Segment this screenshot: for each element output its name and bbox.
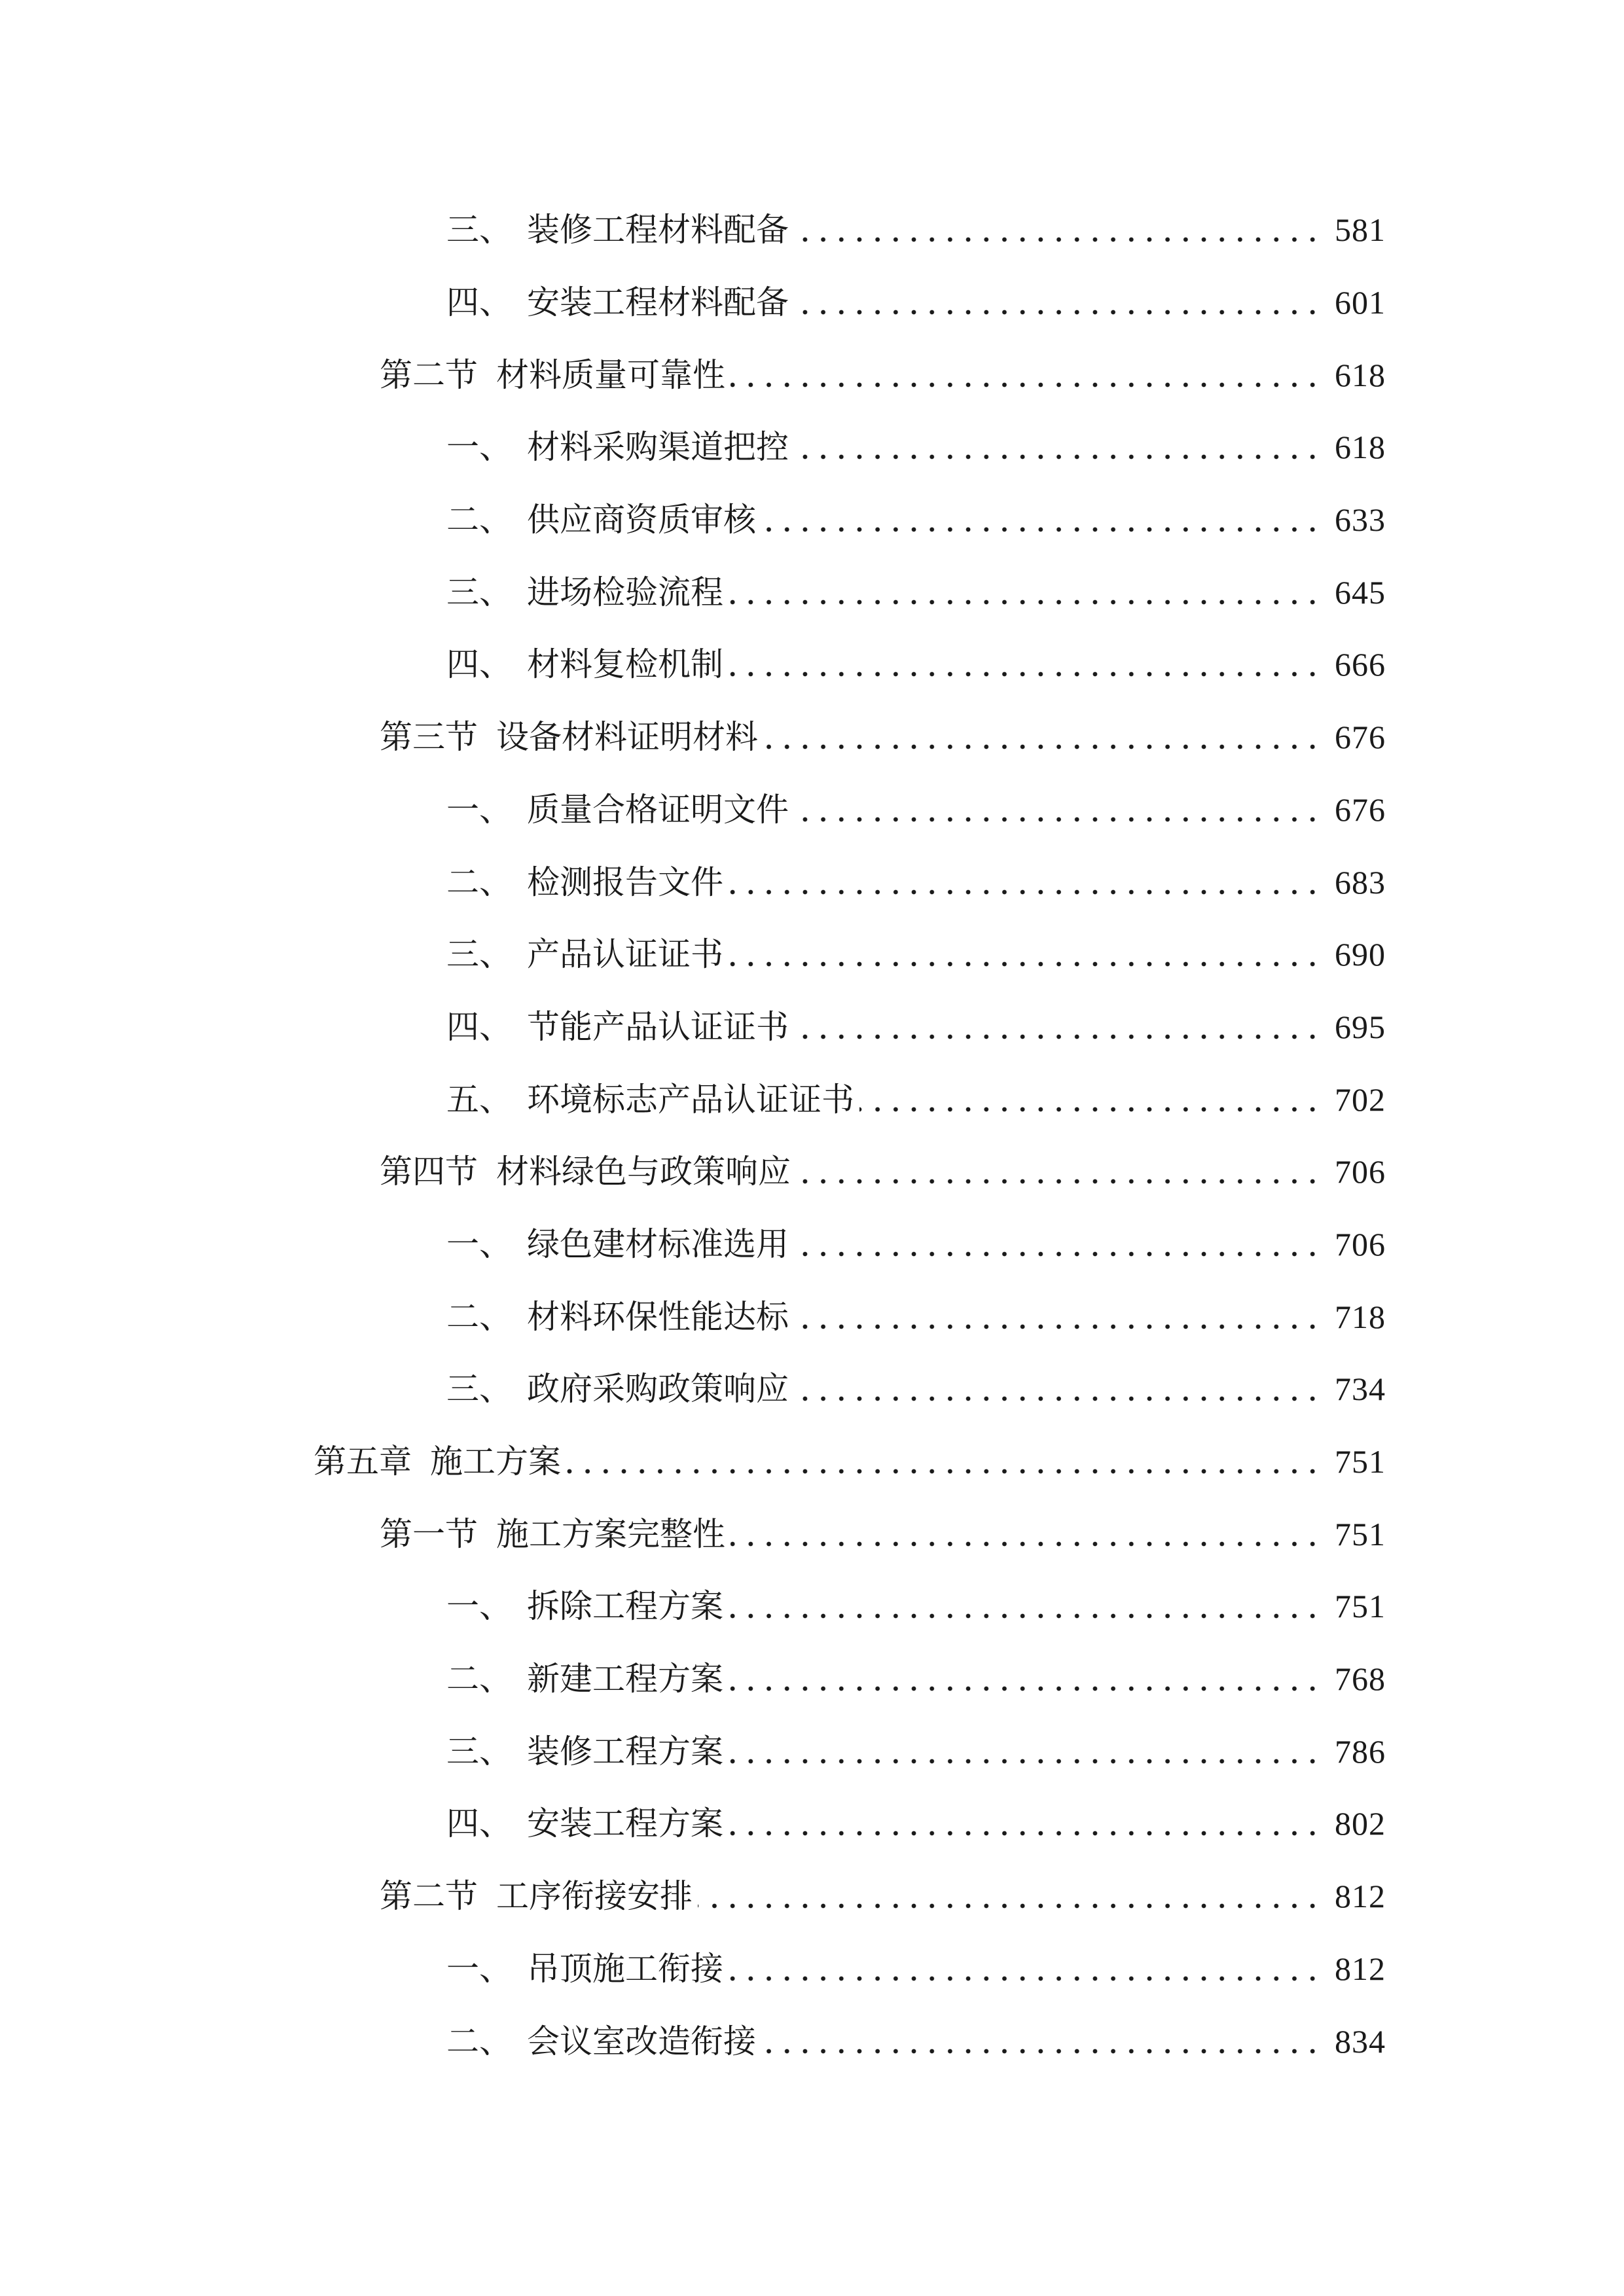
toc-item-entry[interactable] (0, 1933, 1386, 2005)
toc-entry-page-number: 706 (1335, 1153, 1386, 1191)
toc-entry-page-number: 666 (1335, 646, 1386, 683)
toc-item-entry[interactable] (0, 846, 1386, 918)
dot-leader (729, 1613, 1322, 1619)
table-of-contents (0, 194, 1386, 2077)
toc-entry-page-number: 683 (1335, 863, 1386, 901)
toc-section-entry[interactable] (0, 1498, 1386, 1570)
dot-leader (794, 1251, 1322, 1257)
toc-entry-page-number: 751 (1335, 1515, 1386, 1552)
toc-entry-page-number: 676 (1335, 791, 1386, 828)
toc-entry-title: 设备材料证明材料 (496, 719, 758, 756)
toc-entry-title: 材料环保性能达标 (527, 1298, 789, 1335)
toc-entry-page-number: 786 (1335, 1732, 1386, 1770)
toc-entry-page-number: 618 (1335, 429, 1386, 466)
toc-entry-page-number: 834 (1335, 2022, 1386, 2060)
toc-entry-title: 材料质量可靠性 (496, 356, 725, 393)
toc-entry-title: 施工方案 (430, 1443, 561, 1480)
toc-entry-page-number: 676 (1335, 719, 1386, 756)
dot-leader (794, 309, 1322, 315)
toc-entry-number: 四、 (446, 1008, 512, 1045)
toc-item-entry[interactable] (0, 1570, 1386, 1643)
toc-entry-title: 节能产品认证证书 (527, 1008, 789, 1045)
toc-entry-page-number: 690 (1335, 936, 1386, 973)
toc-chapter-entry[interactable] (0, 1426, 1386, 1498)
toc-entry-title: 绿色建材标准选用 (527, 1225, 789, 1263)
toc-entry-page-number: 702 (1335, 1081, 1386, 1118)
toc-item-entry[interactable] (0, 484, 1386, 556)
dot-leader (794, 1395, 1322, 1402)
toc-entry-number: 四、 (446, 284, 512, 321)
toc-entry-title: 装修工程材料配备 (527, 211, 789, 249)
toc-entry-number: 三、 (446, 211, 512, 249)
toc-entry-page-number: 601 (1335, 284, 1386, 321)
dot-leader (794, 1323, 1322, 1330)
dot-leader (729, 671, 1322, 677)
dot-leader (794, 1033, 1322, 1040)
toc-entry-number: 三、 (446, 573, 512, 611)
toc-item-entry[interactable] (0, 411, 1386, 484)
dot-leader (566, 1468, 1322, 1475)
toc-item-entry[interactable] (0, 266, 1386, 339)
toc-entry-number: 一、 (446, 1588, 512, 1625)
dot-leader (729, 961, 1322, 967)
toc-item-entry[interactable] (0, 918, 1386, 991)
toc-entry-number: 第五章 (314, 1443, 412, 1480)
toc-entry-page-number: 645 (1335, 573, 1386, 611)
toc-entry-title: 政府采购政策响应 (527, 1371, 789, 1408)
toc-entry-title: 工序衔接安排 (496, 1878, 693, 1915)
toc-entry-page-number: 581 (1335, 211, 1386, 249)
toc-entry-page-number: 734 (1335, 1371, 1386, 1408)
toc-entry-page-number: 695 (1335, 1008, 1386, 1045)
dot-leader (729, 889, 1322, 895)
toc-entry-title: 检测报告文件 (527, 863, 723, 901)
dot-leader (698, 1903, 1322, 1909)
toc-entry-page-number: 633 (1335, 501, 1386, 539)
toc-entry-number: 三、 (446, 1371, 512, 1408)
toc-entry-title: 会议室改造衔接 (527, 2022, 756, 2060)
toc-entry-number: 三、 (446, 1732, 512, 1770)
toc-entry-number: 三、 (446, 936, 512, 973)
dot-leader (729, 1975, 1322, 1982)
toc-entry-number: 第四节 (380, 1153, 478, 1191)
toc-entry-number: 二、 (446, 863, 512, 901)
dot-leader (729, 1685, 1322, 1692)
dot-leader (731, 382, 1322, 388)
toc-entry-number: 第三节 (380, 719, 478, 756)
toc-item-entry[interactable] (0, 1208, 1386, 1281)
toc-section-entry[interactable] (0, 701, 1386, 774)
toc-entry-title: 环境标志产品认证证书 (527, 1081, 854, 1118)
toc-entry-title: 材料采购渠道把控 (527, 429, 789, 466)
dot-leader (761, 2048, 1322, 2054)
toc-item-entry[interactable] (0, 1063, 1386, 1136)
toc-item-entry[interactable] (0, 774, 1386, 846)
toc-entry-title: 安装工程材料配备 (527, 284, 789, 321)
toc-entry-title: 材料复检机制 (527, 646, 723, 683)
dot-leader (794, 454, 1322, 460)
toc-entry-number: 二、 (446, 2022, 512, 2060)
dot-leader (796, 1178, 1322, 1185)
toc-entry-number: 四、 (446, 1805, 512, 1842)
toc-entry-title: 装修工程方案 (527, 1732, 723, 1770)
toc-entry-number: 第一节 (380, 1515, 478, 1552)
toc-entry-title: 质量合格证明文件 (527, 791, 789, 828)
toc-entry-title: 产品认证证书 (527, 936, 723, 973)
toc-entry-title: 进场检验流程 (527, 573, 723, 611)
dot-leader (763, 744, 1322, 750)
toc-entry-number: 一、 (446, 1950, 512, 1987)
toc-entry-page-number: 751 (1335, 1443, 1386, 1480)
toc-entry-page-number: 751 (1335, 1588, 1386, 1625)
toc-entry-number: 一、 (446, 1225, 512, 1263)
toc-item-entry[interactable] (0, 1715, 1386, 1787)
toc-entry-number: 二、 (446, 1298, 512, 1335)
dot-leader (794, 236, 1322, 243)
dot-leader (794, 816, 1322, 823)
toc-item-entry[interactable] (0, 628, 1386, 701)
toc-entry-number: 第二节 (380, 1878, 478, 1915)
toc-item-entry[interactable] (0, 556, 1386, 628)
toc-entry-number: 五、 (446, 1081, 512, 1118)
toc-entry-number: 二、 (446, 1660, 512, 1698)
toc-entry-title: 安装工程方案 (527, 1805, 723, 1842)
toc-item-entry[interactable] (0, 1280, 1386, 1353)
toc-item-entry[interactable] (0, 1353, 1386, 1426)
toc-entry-page-number: 812 (1335, 1950, 1386, 1987)
toc-entry-number: 一、 (446, 429, 512, 466)
toc-entry-page-number: 768 (1335, 1660, 1386, 1698)
toc-item-entry[interactable] (0, 1787, 1386, 1860)
toc-entry-title: 材料绿色与政策响应 (496, 1153, 791, 1191)
toc-section-entry[interactable] (0, 1136, 1386, 1208)
toc-entry-page-number: 812 (1335, 1878, 1386, 1915)
toc-item-entry[interactable] (0, 991, 1386, 1064)
toc-entry-title: 供应商资质审核 (527, 501, 756, 539)
toc-entry-title: 施工方案完整性 (496, 1515, 725, 1552)
toc-entry-number: 一、 (446, 791, 512, 828)
toc-section-entry[interactable] (0, 1860, 1386, 1933)
toc-entry-title: 拆除工程方案 (527, 1588, 723, 1625)
toc-entry-page-number: 718 (1335, 1298, 1386, 1335)
toc-entry-title: 吊顶施工衔接 (527, 1950, 723, 1987)
toc-section-entry[interactable] (0, 338, 1386, 411)
toc-item-entry[interactable] (0, 2005, 1386, 2077)
dot-leader (729, 1758, 1322, 1765)
dot-leader (859, 1106, 1322, 1113)
toc-entry-page-number: 618 (1335, 356, 1386, 393)
toc-entry-number: 四、 (446, 646, 512, 683)
toc-item-entry[interactable] (0, 194, 1386, 266)
toc-item-entry[interactable] (0, 1643, 1386, 1715)
toc-entry-page-number: 802 (1335, 1805, 1386, 1842)
toc-entry-number: 第二节 (380, 356, 478, 393)
toc-entry-page-number: 706 (1335, 1225, 1386, 1263)
dot-leader (731, 1541, 1322, 1547)
toc-entry-number: 二、 (446, 501, 512, 539)
dot-leader (729, 599, 1322, 605)
dot-leader (729, 1830, 1322, 1837)
toc-entry-title: 新建工程方案 (527, 1660, 723, 1698)
dot-leader (761, 526, 1322, 533)
